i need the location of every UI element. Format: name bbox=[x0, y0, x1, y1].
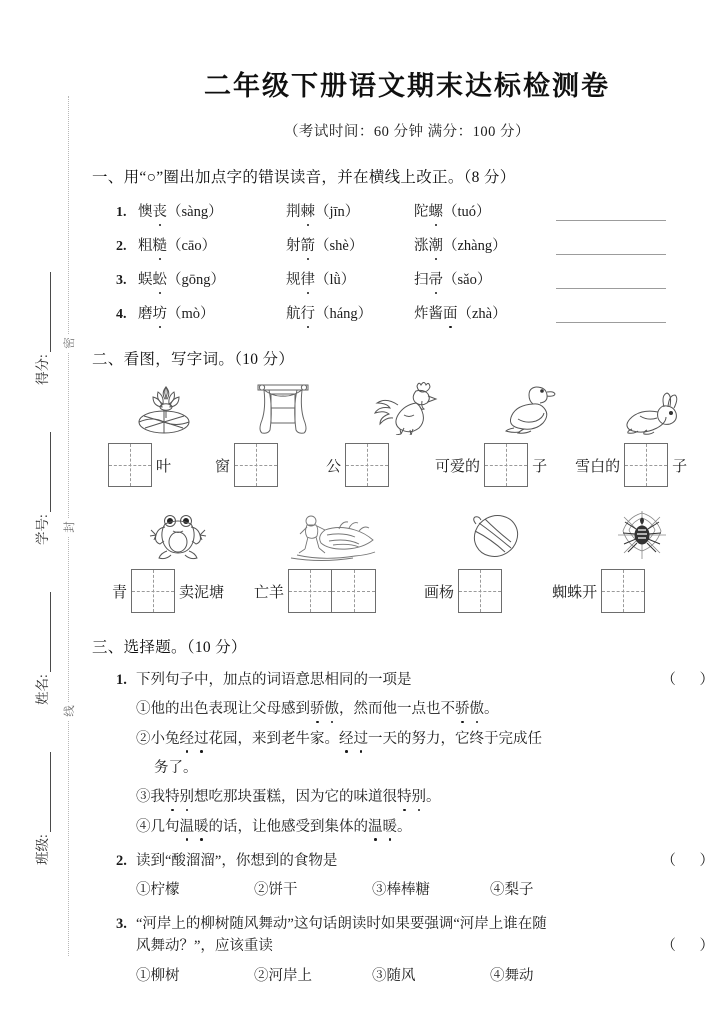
answer-parenthesis[interactable]: （ ） bbox=[661, 672, 724, 688]
grid-suffix-text: 子 bbox=[672, 458, 688, 475]
pinyin-word-prefix: 粗 bbox=[138, 238, 153, 254]
question-text-line2: 风舞动？”，应该重读 bbox=[136, 938, 273, 955]
grid-suffix-text: 子 bbox=[532, 458, 548, 475]
pinyin-row-number: 1. bbox=[116, 205, 127, 220]
choice-question bbox=[90, 850, 724, 901]
margin-field-student-id bbox=[31, 415, 51, 545]
answer-grid-row-2 bbox=[90, 567, 724, 615]
answer-parenthesis[interactable]: （ ） bbox=[661, 938, 724, 955]
question-stem-line2 bbox=[116, 935, 724, 957]
page-title: 二年级下册语文期末达标检测卷 bbox=[204, 71, 610, 101]
character-box-group[interactable] bbox=[484, 443, 528, 487]
pinyin-word[interactable] bbox=[138, 268, 286, 289]
pinyin-word[interactable] bbox=[414, 268, 550, 289]
dotted-character: 律 bbox=[300, 272, 315, 288]
character-box[interactable] bbox=[288, 569, 332, 613]
rooster-picture bbox=[342, 379, 470, 435]
question-option[interactable]: ①柠檬 bbox=[136, 882, 180, 899]
seal-char-feng: 封 bbox=[58, 518, 80, 536]
pinyin-row bbox=[90, 298, 724, 323]
pinyin-word-prefix: 射 bbox=[286, 238, 301, 254]
pinyin-word[interactable] bbox=[414, 200, 550, 221]
question-option[interactable]: ②河岸上 bbox=[254, 967, 312, 984]
question-option[interactable]: ③我特别想吃那块蛋糕，因为它的味道很特别。 bbox=[136, 789, 441, 806]
character-box-group[interactable] bbox=[288, 569, 376, 613]
grid-prefix-text: 可爱的 bbox=[435, 458, 481, 475]
pinyin-word-prefix: 规 bbox=[286, 272, 301, 288]
pinyin-row-number: 4. bbox=[116, 307, 127, 322]
pinyin-word[interactable] bbox=[286, 268, 414, 289]
pinyin-word-prefix: 蜈 bbox=[138, 272, 153, 288]
window-picture bbox=[224, 381, 342, 435]
seal-char-mi: 密 bbox=[58, 334, 80, 352]
question-text: “河岸上的柳树随风舞动”这句话朗读时如果要强调“河岸上谁在随 bbox=[136, 916, 547, 933]
pinyin-word-prefix: 炸酱 bbox=[414, 306, 443, 322]
dotted-character: 箭 bbox=[300, 238, 315, 254]
margin-field-class-line[interactable] bbox=[37, 752, 51, 832]
question-number: 2. bbox=[116, 853, 127, 870]
correction-answer-line[interactable] bbox=[556, 272, 666, 289]
pinyin-reading: （zhà） bbox=[457, 306, 507, 322]
dotted-character: 螺 bbox=[428, 204, 443, 220]
pinyin-reading: （tuó） bbox=[443, 204, 491, 220]
question-option[interactable]: ③棒棒糖 bbox=[372, 882, 430, 899]
pinyin-reading: （mò） bbox=[167, 306, 215, 322]
pinyin-row bbox=[90, 196, 724, 221]
pinyin-word-prefix: 扫 bbox=[414, 272, 429, 288]
section-2-heading: 二、看图，写字词。（10 分） bbox=[92, 351, 295, 368]
section-3-questions bbox=[90, 669, 724, 987]
character-box[interactable] bbox=[458, 569, 502, 613]
pinyin-reading: （jīn） bbox=[315, 204, 360, 220]
question-option[interactable]: 务了。 bbox=[154, 759, 198, 776]
dotted-character: 糙 bbox=[152, 238, 167, 254]
pinyin-word[interactable] bbox=[138, 302, 286, 323]
spider-web-picture bbox=[572, 509, 712, 561]
pinyin-row bbox=[90, 230, 724, 255]
question-option[interactable]: ②小兔经过花园，来到老牛家。经过一天的努力，它终于完成任 bbox=[136, 730, 542, 747]
grid-prefix-text: 窗 bbox=[215, 458, 231, 475]
exam-paper bbox=[90, 0, 724, 1024]
character-box-group[interactable] bbox=[108, 443, 152, 487]
pinyin-word-prefix: 陀 bbox=[414, 204, 429, 220]
lotus-picture bbox=[108, 381, 224, 435]
pinyin-word-prefix: 懊 bbox=[138, 204, 153, 220]
pinyin-reading: （shè） bbox=[315, 238, 364, 254]
character-box-group[interactable] bbox=[624, 443, 668, 487]
pinyin-word-prefix: 磨 bbox=[138, 306, 153, 322]
margin-field-student-id-line[interactable] bbox=[37, 432, 51, 512]
margin-field-score bbox=[31, 255, 51, 385]
dotted-character: 潮 bbox=[428, 238, 443, 254]
pinyin-word[interactable] bbox=[286, 200, 414, 221]
pinyin-reading: （zhàng） bbox=[443, 238, 507, 254]
pinyin-word[interactable] bbox=[414, 234, 550, 255]
question-stem bbox=[116, 913, 724, 935]
margin-field-name-line[interactable] bbox=[37, 592, 51, 672]
question-option[interactable]: ②饼干 bbox=[254, 882, 298, 899]
pinyin-reading: （sàng） bbox=[167, 204, 223, 220]
question-option[interactable]: ①柳树 bbox=[136, 967, 180, 984]
character-box[interactable] bbox=[345, 443, 389, 487]
answer-parenthesis[interactable]: （ ） bbox=[661, 853, 724, 870]
exam-subtitle: （考试时间：60 分钟 满分：100 分） bbox=[283, 124, 531, 140]
grid-suffix-text: 叶 bbox=[156, 458, 172, 475]
character-box[interactable] bbox=[108, 443, 152, 487]
question-text: 下列句子中，加点的词语意思相同的一项是 bbox=[136, 672, 412, 688]
question-number: 3. bbox=[116, 916, 127, 933]
pinyin-reading: （háng） bbox=[315, 306, 373, 322]
pinyin-word[interactable] bbox=[286, 302, 414, 323]
character-box-group[interactable] bbox=[458, 569, 502, 613]
margin-field-score-line[interactable] bbox=[37, 272, 51, 352]
margin-field-score-label: 得分: bbox=[35, 354, 50, 385]
section-1-rows bbox=[90, 196, 724, 323]
grid-prefix-text: 公 bbox=[326, 458, 342, 475]
correction-answer-line[interactable] bbox=[556, 238, 666, 255]
rabbit-picture bbox=[596, 391, 716, 435]
pinyin-row-number: 2. bbox=[116, 239, 127, 254]
question-option[interactable]: ③随风 bbox=[372, 967, 416, 984]
correction-answer-line[interactable] bbox=[556, 306, 666, 323]
margin-field-student-id-label: 学号: bbox=[35, 514, 50, 545]
character-box[interactable] bbox=[234, 443, 278, 487]
question-option[interactable]: ④舞动 bbox=[490, 967, 534, 984]
question-option[interactable]: ①他的出色表现让父母感到骄傲，然而他一点也不骄傲。 bbox=[136, 701, 499, 718]
dotted-character: 帚 bbox=[428, 272, 443, 288]
dotted-character: 行 bbox=[300, 306, 315, 322]
character-box-group[interactable] bbox=[234, 443, 278, 487]
dotted-character: 棘 bbox=[300, 204, 315, 220]
grid-prefix-text: 画杨 bbox=[424, 584, 455, 601]
grid-suffix-text: 卖泥塘 bbox=[179, 584, 225, 601]
grid-prefix-text: 雪白的 bbox=[575, 458, 621, 475]
pinyin-reading: （sǎo） bbox=[443, 272, 492, 288]
picture-row-2 bbox=[90, 503, 724, 561]
question-stem bbox=[116, 669, 724, 691]
choice-question bbox=[90, 913, 724, 986]
margin-field-class-label: 班级: bbox=[35, 834, 50, 865]
pinyin-reading: （lǜ） bbox=[315, 272, 356, 288]
farmer-cart-picture bbox=[248, 511, 420, 561]
question-options-inline bbox=[116, 879, 724, 901]
question-stem bbox=[116, 850, 724, 872]
pinyin-word[interactable] bbox=[138, 200, 286, 221]
dotted-character: 面 bbox=[443, 306, 458, 322]
character-box[interactable] bbox=[131, 569, 175, 613]
question-option[interactable]: ④几句温暖的话，让他感受到集体的温暖。 bbox=[136, 818, 412, 835]
margin-field-name-label: 姓名: bbox=[35, 674, 50, 705]
character-box-group[interactable] bbox=[601, 569, 645, 613]
character-box-group[interactable] bbox=[345, 443, 389, 487]
pinyin-word-prefix: 涨 bbox=[414, 238, 429, 254]
frog-picture bbox=[108, 509, 248, 561]
character-box[interactable] bbox=[601, 569, 645, 613]
dotted-character: 坊 bbox=[152, 306, 167, 322]
question-option[interactable]: ④梨子 bbox=[490, 882, 534, 899]
character-box[interactable] bbox=[484, 443, 528, 487]
pinyin-word[interactable] bbox=[138, 234, 286, 255]
pinyin-reading: （gōng） bbox=[167, 272, 225, 288]
duck-picture bbox=[470, 381, 596, 435]
dotted-character: 蚣 bbox=[152, 272, 167, 288]
pinyin-word[interactable] bbox=[414, 302, 550, 323]
pinyin-word[interactable] bbox=[286, 234, 414, 255]
choice-question bbox=[90, 669, 724, 838]
grid-prefix-text: 蜘蛛开 bbox=[552, 584, 598, 601]
answer-grid-row-1 bbox=[90, 441, 724, 489]
dotted-character: 丧 bbox=[152, 204, 167, 220]
pinyin-row-number: 3. bbox=[116, 273, 127, 288]
character-box[interactable] bbox=[624, 443, 668, 487]
seal-char-xian: 线 bbox=[58, 702, 80, 720]
margin-field-name bbox=[31, 575, 51, 705]
seal-margin bbox=[0, 0, 90, 1024]
pinyin-reading: （cāo） bbox=[167, 238, 217, 254]
correction-answer-line[interactable] bbox=[556, 204, 666, 221]
section-3-heading: 三、选择题。（10 分） bbox=[92, 639, 247, 656]
grid-prefix-text: 青 bbox=[112, 584, 128, 601]
pinyin-row bbox=[90, 264, 724, 289]
watermelon-picture bbox=[420, 511, 572, 561]
grid-prefix-text: 亡羊 bbox=[254, 584, 285, 601]
pinyin-word-prefix: 荆 bbox=[286, 204, 301, 220]
pinyin-word-prefix: 航 bbox=[286, 306, 301, 322]
character-box-group[interactable] bbox=[131, 569, 175, 613]
question-number: 1. bbox=[116, 672, 127, 688]
character-box[interactable] bbox=[332, 569, 376, 613]
question-text: 读到“酸溜溜”，你想到的食物是 bbox=[136, 853, 338, 870]
question-options-inline bbox=[116, 965, 724, 987]
section-1-heading: 一、用“○”圈出加点字的错误读音，并在横线上改正。（8 分） bbox=[92, 169, 516, 186]
margin-field-class bbox=[31, 735, 51, 865]
picture-row-1 bbox=[90, 377, 724, 435]
